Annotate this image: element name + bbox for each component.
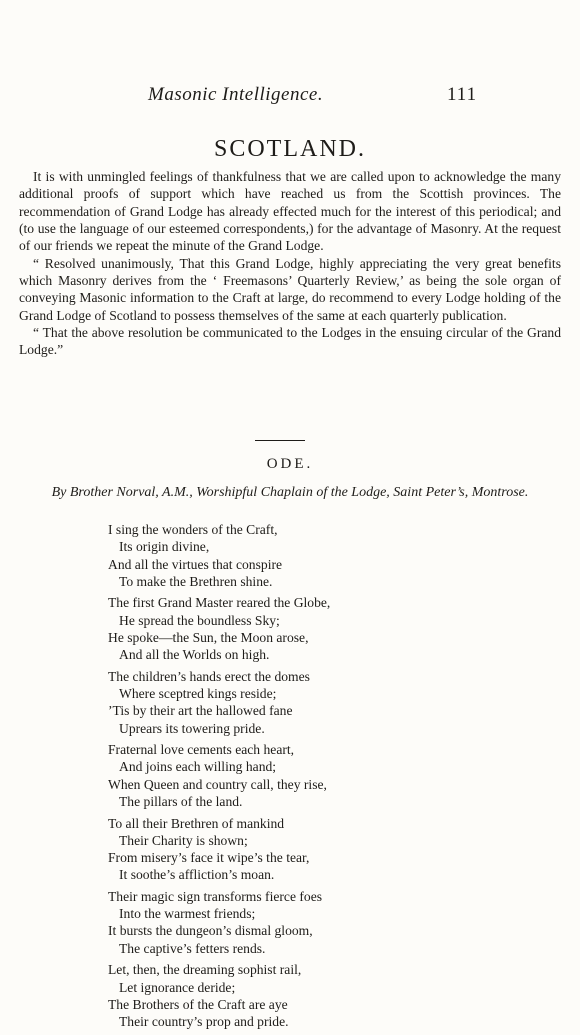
poem-line: Its origin divine, [119, 539, 210, 555]
poem-line: The Brothers of the Craft are aye [108, 996, 288, 1012]
running-head [0, 84, 580, 108]
stanza [108, 888, 548, 957]
poem-line: The captive’s fetters rends. [119, 940, 266, 956]
poem-line: Their magic sign transforms fierce foes [108, 888, 323, 904]
page-number: 111 [447, 84, 478, 105]
poem-line: Into the warmest friends; [119, 906, 256, 922]
poem-line: The first Grand Master reared the Globe, [108, 595, 331, 611]
poem-line: To all their Brethren of mankind [108, 815, 285, 831]
ode-poem [108, 521, 548, 1035]
article-body [19, 168, 561, 359]
poem-line: Their Charity is shown; [119, 832, 248, 848]
resolution-paragraph: “ Resolved unanimously, That this Grand Lodge, highly appreciating the very great benefits which Masonry derives from the ‘ Freemasons’ Quarterly Review,’ as being the sole organ of conveying Masonic information to the Craft at large, do recommend to every Lodge holding of the Grand Lodge of Scotland to possess themselves of the same at each quarterly publication. [19, 255, 561, 323]
communication-paragraph: “ That the above resolution be communicated to the Lodges in the ensuing circular of the Grand Lodge.” [19, 325, 561, 358]
section-divider [255, 440, 305, 441]
stanza [108, 594, 548, 663]
poem-line: He spread the boundless Sky; [119, 612, 280, 628]
stanza [108, 961, 548, 1030]
ode-byline: By Brother Norval, A.M., Worshipful Chaplain of the Lodge, Saint Peter’s, Montrose. [51, 485, 529, 500]
poem-line: It soothe’s affliction’s moan. [119, 867, 275, 883]
poem-line: The pillars of the land. [119, 794, 243, 810]
poem-line: The children’s hands erect the domes [108, 668, 310, 684]
poem-line: And joins each willing hand; [119, 759, 277, 775]
poem-line: Fraternal love cements each heart, [108, 742, 295, 758]
poem-line: He spoke—the Sun, the Moon arose, [108, 629, 309, 645]
poem-line: And all the virtues that conspire [108, 556, 283, 572]
poem-line: Uprears its towering pride. [119, 720, 265, 736]
poem-line: Let ignorance deride; [119, 979, 236, 995]
poem-line: To make the Brethren shine. [119, 573, 273, 589]
stanza [108, 668, 548, 737]
stanza [108, 741, 548, 810]
running-title: Masonic Intelligence. [148, 84, 324, 105]
poem-line: Where sceptred kings reside; [119, 686, 277, 702]
stanza [108, 815, 548, 884]
poem-line: And all the Worlds on high. [119, 647, 270, 663]
intro-paragraph: It is with unmingled feelings of thankfulness that we are called upon to acknowledge the many additional proofs of support which have reached us from the Scottish provinces. The recommendation of Grand Lodge has already effected much for the interest of this periodical; and (to use the language of our esteemed correspondents,) for the advantage of Masonry. At the request of our friends we repeat the minute of the Grand Lodge. [19, 169, 561, 254]
poem-line: When Queen and country call, they rise, [108, 776, 327, 792]
poem-line: Their country’s prop and pride. [119, 1014, 289, 1030]
section-heading: SCOTLAND. [213, 136, 366, 162]
stanza [108, 521, 548, 590]
ode-title: ODE. [266, 456, 314, 472]
poem-line: From misery’s face it wipe’s the tear, [108, 850, 310, 866]
poem-line: Let, then, the dreaming sophist rail, [108, 962, 302, 978]
poem-line: ’Tis by their art the hallowed fane [108, 703, 293, 719]
poem-line: I sing the wonders of the Craft, [108, 522, 278, 537]
poem-line: It bursts the dungeon’s dismal gloom, [108, 923, 313, 939]
